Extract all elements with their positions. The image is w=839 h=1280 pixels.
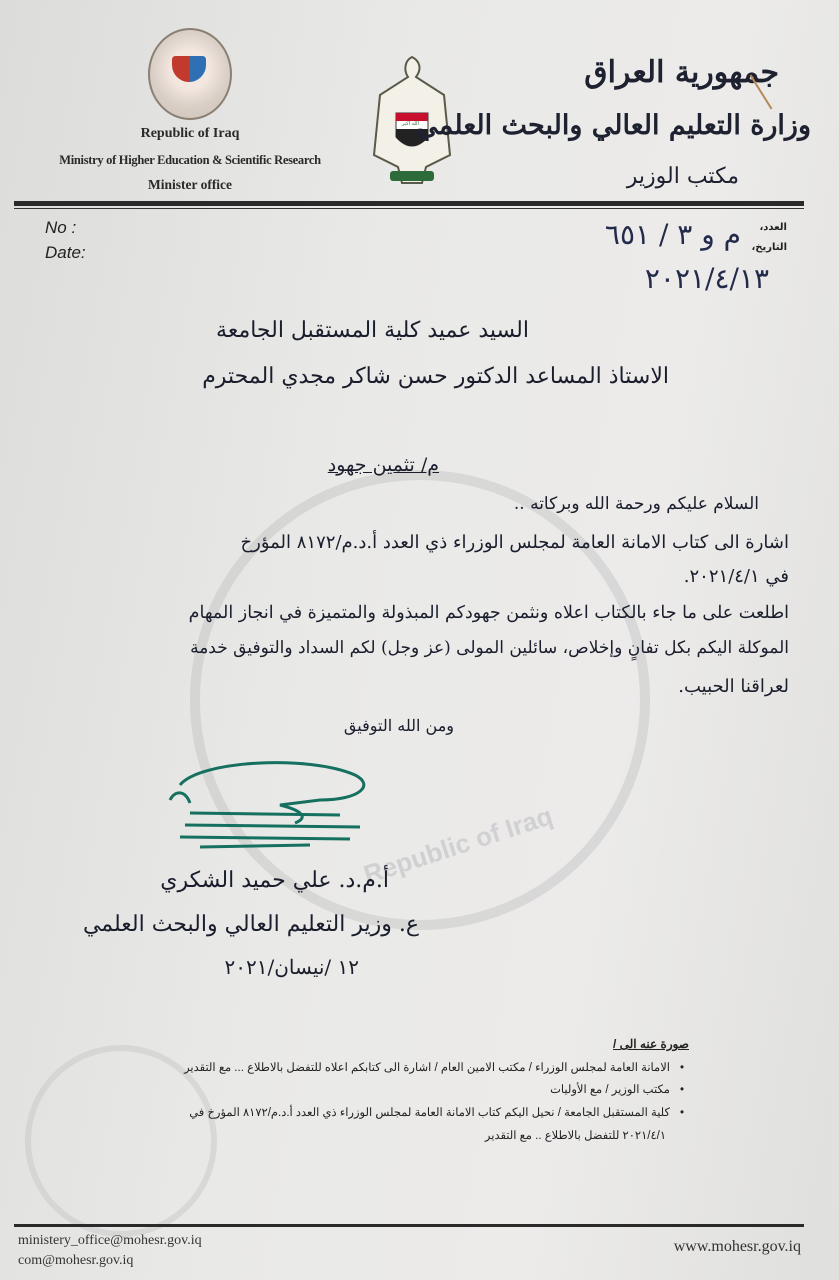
cc-item-3: • كلية المستقبل الجامعة / نحيل اليكم كتاب الامانة العامة لمجلس الوزراء ذي العدد أ.د.م/٨١٧٢ المؤرخ في [189,1105,684,1119]
ministry-logo [148,28,232,120]
signer-title: ع. وزير التعليم العالي والبحث العلمي [82,912,419,937]
no-label: No : [45,218,77,237]
header-divider [14,201,804,206]
footer-email-1: ministery_office@mohesr.gov.iq [18,1233,202,1248]
body-line-4: الموكلة اليكم بكل تفانٍ وإخلاص، سائلين المولى (عز وجل) لكم السداد والتوفيق خدمة [190,638,789,658]
header-divider-thin [14,208,804,209]
en-country: Republic of Iraq [140,126,240,141]
body-line-2: في ٢٠٢١/٤/١. [683,566,789,587]
footer-divider [14,1224,804,1227]
body-line-3: اطلعت على ما جاء بالكتاب اعلاه ونثمن جهودكم المبذولة والمتميزة في انجاز المهام [188,603,789,623]
cc-item-3-cont: ٢٠٢١/٤/١ للتفضل بالاطلاع .. مع التقدير [484,1130,666,1142]
en-ministry: Ministry of Higher Education & Scientific Research [59,153,321,167]
footer-email-2: com@mohesr.gov.iq [18,1253,134,1268]
reference-date: ٢٠٢١/٤/١٣ [644,262,769,295]
ar-no-label: العدد، [759,222,787,233]
addressee-line2: الاستاذ المساعد الدكتور حسن شاكر مجدي المحترم [202,364,669,389]
subject: م/ تثمين جهود [327,454,439,476]
emblem-banner: الله أكبر [402,121,419,127]
cc-item-2: • مكتب الوزير / مع الأوليات [550,1082,684,1096]
reference-number: م و ٣ / ٦٥١ [604,218,741,251]
ar-ministry: وزارة التعليم العالي والبحث العلمي [416,110,811,141]
cc-item-1: • الامانة العامة لمجلس الوزراء / مكتب الامين العام / اشارة الى كتابكم اعلاه للتفضل بالاطلاع ... مع التقدير [184,1060,684,1074]
addressee-line1: السيد عميد كلية المستقبل الجامعة [216,318,529,343]
ar-country: جمهورية العراق [584,55,779,90]
closing: ومن الله التوفيق [343,716,454,735]
date-label: Date: [45,243,86,262]
signer-name: أ.م.د. علي حميد الشكري [160,868,389,893]
watermark-text: Republic of Iraq [360,800,557,890]
signature [160,755,380,855]
ar-office: مكتب الوزير [626,164,739,189]
body-line-5: لعراقنا الحبيب. [678,676,789,697]
ar-date-label: التاريخ، [751,242,787,253]
cc-heading: صورة عنه الى / [612,1037,689,1051]
en-office: Minister office [147,177,233,192]
greeting: السلام عليكم ورحمة الله وبركاته .. [513,494,759,514]
footer-website[interactable]: www.mohesr.gov.iq [673,1238,801,1255]
sign-date: ١٢ /نيسان/٢٠٢١ [224,955,359,979]
body-line-1: اشارة الى كتاب الامانة العامة لمجلس الوزراء ذي العدد أ.د.م/٨١٧٢ المؤرخ [240,532,789,553]
